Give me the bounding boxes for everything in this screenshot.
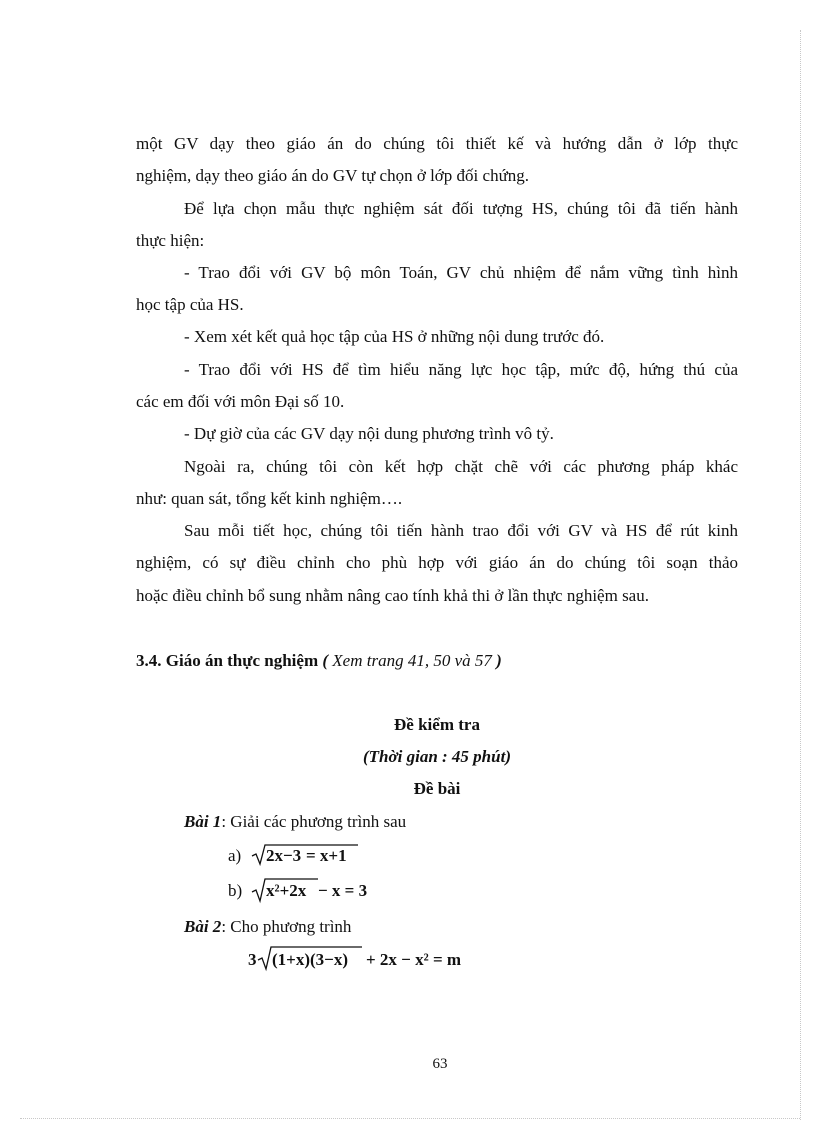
margin-guide-vertical bbox=[800, 30, 801, 1120]
section-ref-text: Xem trang 41, 50 và 57 bbox=[332, 651, 492, 670]
section-heading-title: 3.4. Giáo án thực nghiệm bbox=[136, 651, 319, 670]
exam-subtitle: Đề bài bbox=[413, 779, 461, 798]
section-ref-open: ( bbox=[322, 651, 329, 670]
paragraph-line: Sau mỗi tiết học, chúng tôi tiến hành trao đổi với GV và HS để rút kinh bbox=[184, 521, 738, 540]
paragraph-line: các em đối với môn Đại số 10. bbox=[136, 392, 345, 411]
equation-b-rest: − x = 3 bbox=[318, 881, 368, 900]
equation-c-rest: + 2x − x² = m bbox=[366, 950, 462, 969]
section-ref-close: ) bbox=[496, 651, 502, 670]
paragraph-line: Ngoài ra, chúng tôi còn kết hợp chặt chẽ với các phương pháp khác bbox=[184, 457, 738, 476]
bai1-text: : Giải các phương trình sau bbox=[221, 812, 407, 831]
bai2-label: Bài 2 bbox=[184, 917, 222, 936]
paragraph-line: - Xem xét kết quả học tập của HS ở những nội dung trước đó. bbox=[184, 327, 605, 346]
equation-b-radicand: x²+2x bbox=[266, 881, 307, 900]
exam-duration: (Thời gian : 45 phút) bbox=[363, 747, 511, 766]
paragraph-line: thực hiện: bbox=[136, 231, 205, 250]
equation-a-rhs: = x+1 bbox=[306, 846, 347, 865]
paragraph-line: Để lựa chọn mẫu thực nghiệm sát đối tượng HS, chúng tôi đã tiến hành bbox=[184, 199, 738, 218]
bai1-line bbox=[184, 811, 406, 833]
paragraph-line: - Trao đổi với HS để tìm hiểu năng lực học tập, mức độ, hứng thú của bbox=[184, 360, 738, 379]
equation-c-coef: 3 bbox=[248, 950, 257, 969]
paragraph-line: một GV dạy theo giáo án do chúng tôi thiết kế và hướng dẫn ở lớp thực bbox=[136, 134, 738, 153]
bai2-text: : Cho phương trình bbox=[221, 917, 352, 936]
paragraph-line: hoặc điều chỉnh bổ sung nhằm nâng cao tính khả thi ở lần thực nghiệm sau. bbox=[136, 586, 649, 605]
equation-a-radicand: 2x−3 bbox=[266, 846, 302, 865]
paragraph-line: - Trao đổi với GV bộ môn Toán, GV chủ nhiệm để nắm vững tình hình bbox=[184, 263, 738, 282]
paragraph-line: - Dự giờ của các GV dạy nội dung phương trình vô tỷ. bbox=[184, 424, 554, 443]
exam-title: Đề kiểm tra bbox=[394, 715, 480, 734]
paragraph-line: như: quan sát, tổng kết kinh nghiệm…. bbox=[136, 489, 403, 508]
bai1-label: Bài 1 bbox=[184, 812, 222, 831]
page-number: 63 bbox=[432, 1056, 448, 1072]
section-heading bbox=[136, 650, 502, 672]
item-b-label: b) bbox=[228, 881, 243, 900]
paragraph-line: học tập của HS. bbox=[136, 295, 244, 314]
equation-c-radicand: (1+x)(3−x) bbox=[272, 950, 349, 969]
paragraph-line: nghiệm, dạy theo giáo án do GV tự chọn ở lớp đối chứng. bbox=[136, 166, 530, 185]
paragraph-line: nghiệm, có sự điều chỉnh cho phù hợp với giáo án do chúng tôi soạn thảo bbox=[136, 553, 738, 572]
item-a-label: a) bbox=[228, 846, 242, 865]
margin-guide-horizontal bbox=[20, 1118, 800, 1119]
bai2-line bbox=[184, 916, 351, 938]
